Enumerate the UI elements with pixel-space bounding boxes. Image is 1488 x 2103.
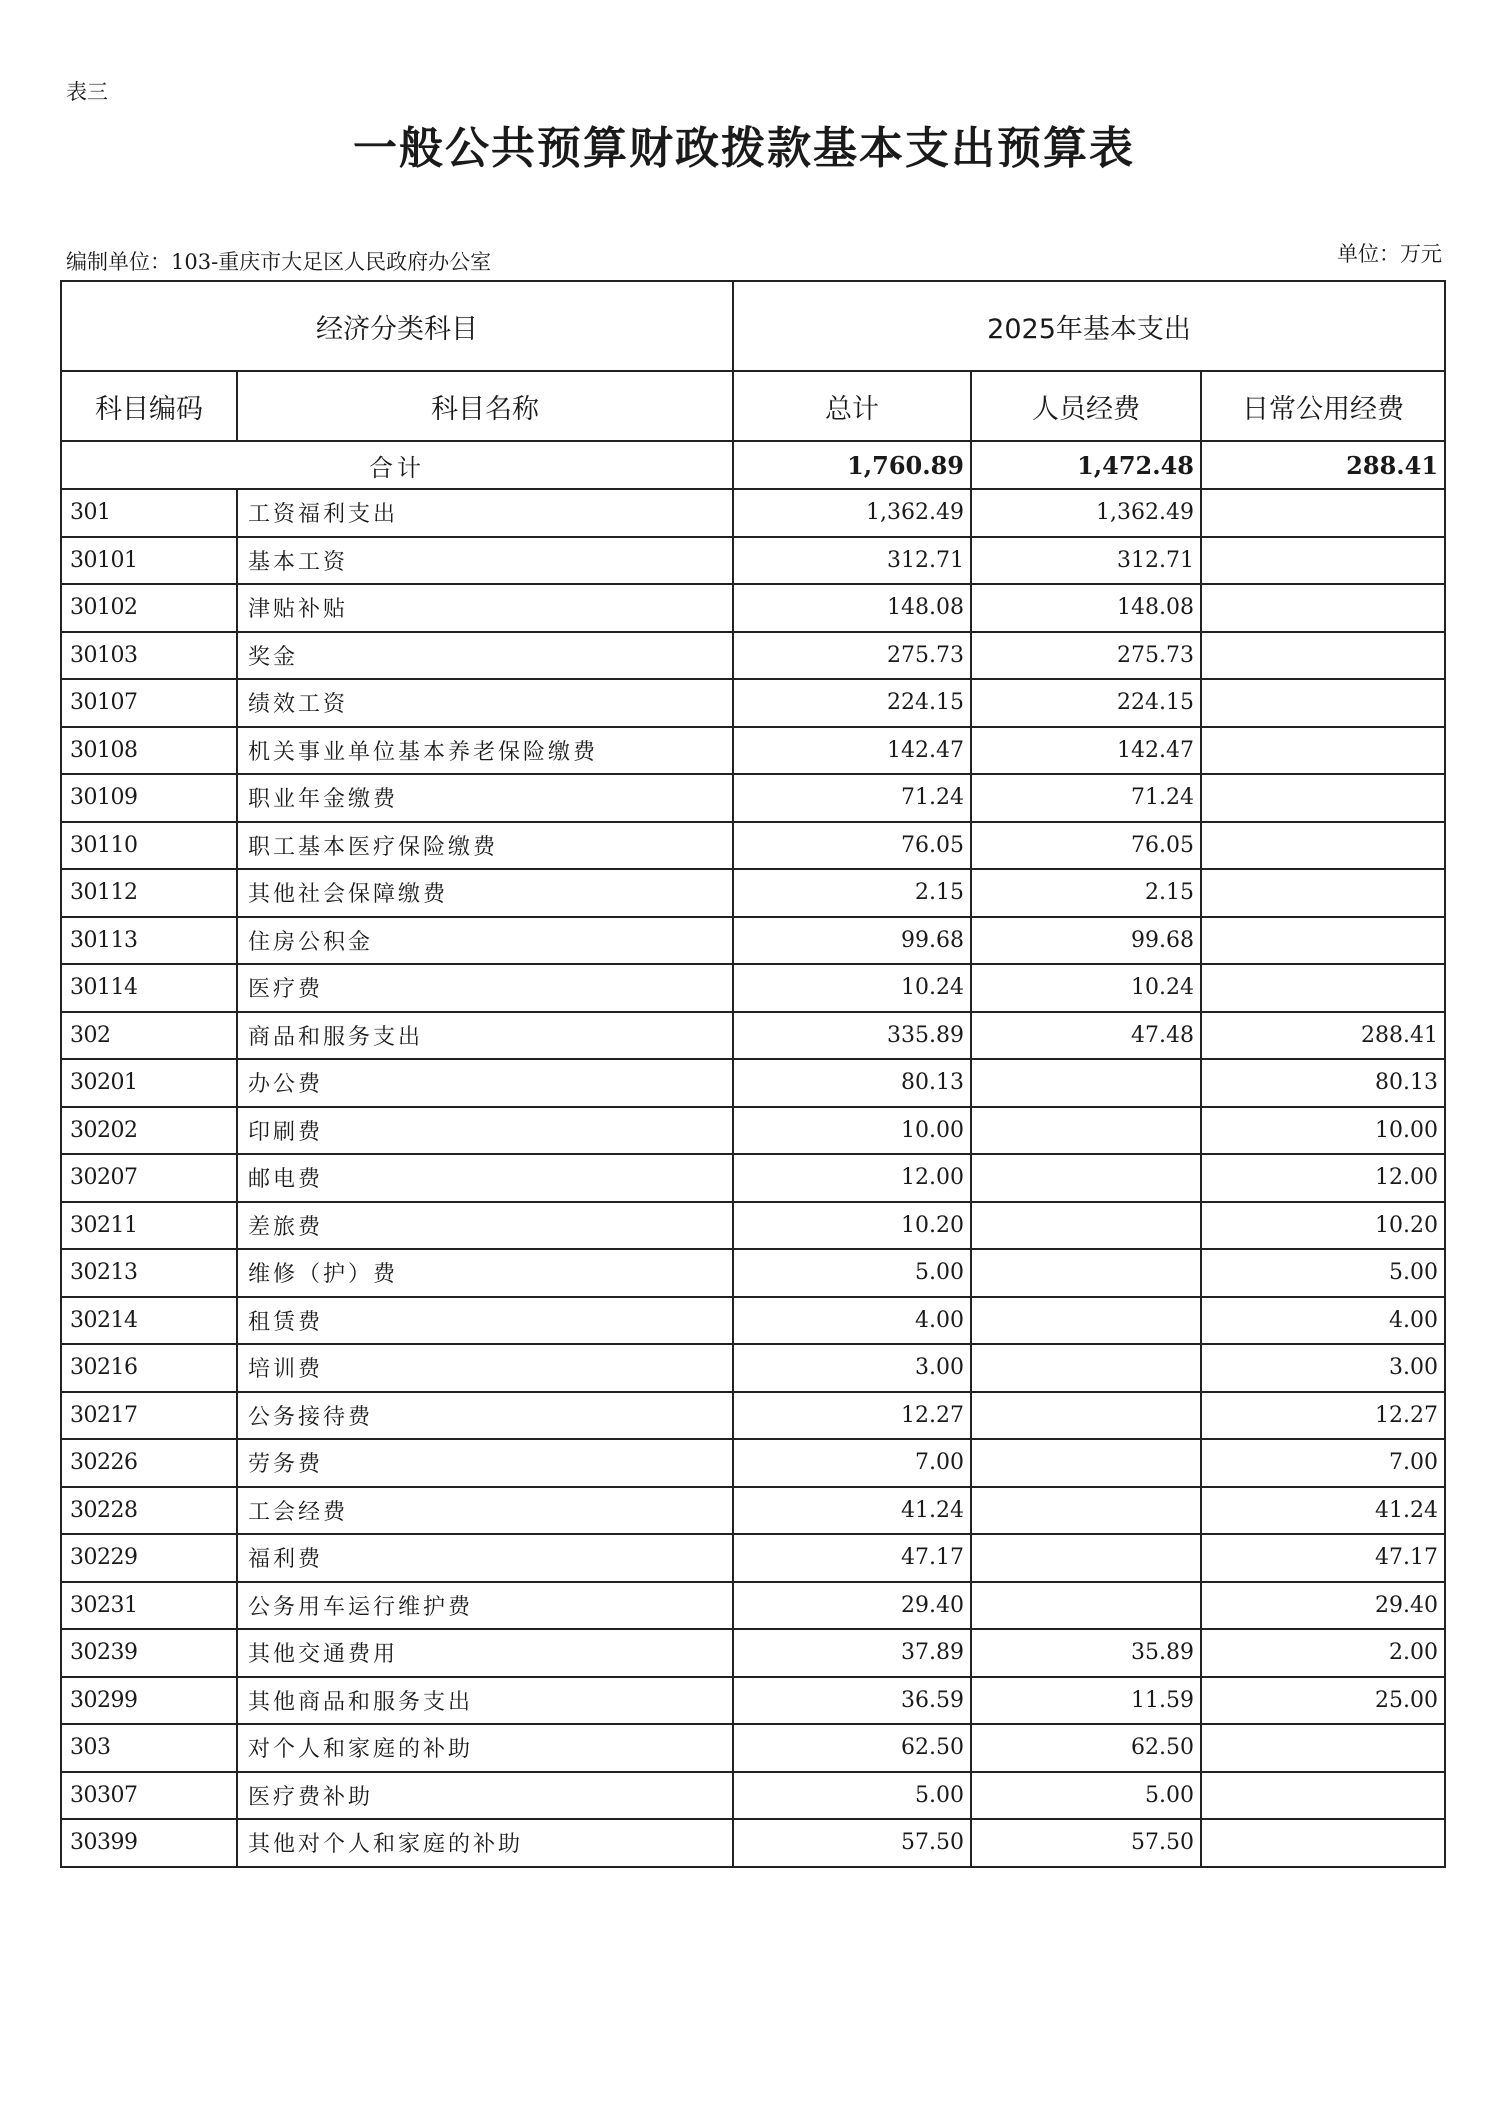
cell-total: 142.47 <box>733 727 971 775</box>
cell-public <box>1201 727 1445 775</box>
cell-personnel <box>971 1107 1201 1155</box>
cell-personnel <box>971 1344 1201 1392</box>
cell-public: 7.00 <box>1201 1439 1445 1487</box>
table-row <box>61 1487 1445 1535</box>
cell-public: 3.00 <box>1201 1344 1445 1392</box>
cell-total: 12.27 <box>733 1392 971 1440</box>
table-row <box>61 1297 1445 1345</box>
table-row <box>61 1392 1445 1440</box>
cell-public: 25.00 <box>1201 1677 1445 1725</box>
cell-public: 10.00 <box>1201 1107 1445 1155</box>
cell-code: 30101 <box>61 537 237 585</box>
cell-total: 80.13 <box>733 1059 971 1107</box>
cell-personnel: 5.00 <box>971 1772 1201 1820</box>
table-row <box>61 869 1445 917</box>
header-economic-category: 经济分类科目 <box>61 281 733 371</box>
cell-total: 10.00 <box>733 1107 971 1155</box>
cell-name: 维修（护）费 <box>237 1249 733 1297</box>
cell-total: 36.59 <box>733 1677 971 1725</box>
cell-name: 工资福利支出 <box>237 489 733 537</box>
cell-name: 商品和服务支出 <box>237 1012 733 1060</box>
page-title: 一般公共预算财政拨款基本支出预算表 <box>353 123 1135 174</box>
cell-total: 4.00 <box>733 1297 971 1345</box>
cell-total: 2.15 <box>733 869 971 917</box>
cell-public: 288.41 <box>1201 1012 1445 1060</box>
header-code: 科目编码 <box>61 371 237 441</box>
cell-name: 职业年金缴费 <box>237 774 733 822</box>
cell-total: 335.89 <box>733 1012 971 1060</box>
cell-code: 30399 <box>61 1819 237 1867</box>
cell-public <box>1201 1819 1445 1867</box>
header-basic-expenditure: 2025年基本支出 <box>733 281 1445 371</box>
cell-public <box>1201 632 1445 680</box>
cell-code: 30231 <box>61 1582 237 1630</box>
cell-total: 275.73 <box>733 632 971 680</box>
cell-code: 30229 <box>61 1534 237 1582</box>
cell-personnel <box>971 1059 1201 1107</box>
cell-name: 基本工资 <box>237 537 733 585</box>
table-row <box>61 632 1445 680</box>
cell-code: 30109 <box>61 774 237 822</box>
cell-personnel: 62.50 <box>971 1724 1201 1772</box>
cell-personnel: 10.24 <box>971 964 1201 1012</box>
cell-code: 30213 <box>61 1249 237 1297</box>
cell-code: 30112 <box>61 869 237 917</box>
budget-table <box>60 280 1446 1868</box>
cell-code: 30102 <box>61 584 237 632</box>
table-row <box>61 1059 1445 1107</box>
cell-name: 劳务费 <box>237 1439 733 1487</box>
table-row <box>61 489 1445 537</box>
cell-name: 机关事业单位基本养老保险缴费 <box>237 727 733 775</box>
cell-total: 5.00 <box>733 1249 971 1297</box>
total-label: 合计 <box>61 441 733 489</box>
total-personnel: 1,472.48 <box>971 441 1201 489</box>
cell-personnel: 11.59 <box>971 1677 1201 1725</box>
cell-code: 30113 <box>61 917 237 965</box>
cell-name: 福利费 <box>237 1534 733 1582</box>
cell-public: 29.40 <box>1201 1582 1445 1630</box>
cell-code: 30299 <box>61 1677 237 1725</box>
cell-public: 12.00 <box>1201 1154 1445 1202</box>
cell-name: 办公费 <box>237 1059 733 1107</box>
table-row <box>61 917 1445 965</box>
total-sum: 1,760.89 <box>733 441 971 489</box>
header-total: 总计 <box>733 371 971 441</box>
table-row <box>61 1677 1445 1725</box>
cell-public: 10.20 <box>1201 1202 1445 1250</box>
cell-name: 住房公积金 <box>237 917 733 965</box>
cell-public <box>1201 917 1445 965</box>
cell-code: 30214 <box>61 1297 237 1345</box>
header-public: 日常公用经费 <box>1201 371 1445 441</box>
cell-public <box>1201 1772 1445 1820</box>
total-public: 288.41 <box>1201 441 1445 489</box>
table-row <box>61 1629 1445 1677</box>
budget-table-container <box>60 280 1444 1868</box>
cell-total: 312.71 <box>733 537 971 585</box>
table-row <box>61 1772 1445 1820</box>
cell-code: 30202 <box>61 1107 237 1155</box>
cell-name: 邮电费 <box>237 1154 733 1202</box>
cell-name: 医疗费 <box>237 964 733 1012</box>
table-row <box>61 584 1445 632</box>
table-row <box>61 537 1445 585</box>
cell-code: 30207 <box>61 1154 237 1202</box>
cell-name: 医疗费补助 <box>237 1772 733 1820</box>
cell-public <box>1201 489 1445 537</box>
cell-public <box>1201 822 1445 870</box>
cell-name: 公务用车运行维护费 <box>237 1582 733 1630</box>
cell-personnel: 57.50 <box>971 1819 1201 1867</box>
cell-total: 99.68 <box>733 917 971 965</box>
table-row <box>61 1202 1445 1250</box>
table-row <box>61 1344 1445 1392</box>
cell-code: 301 <box>61 489 237 537</box>
table-row <box>61 679 1445 727</box>
table-tag: 表三 <box>66 80 108 104</box>
cell-public: 12.27 <box>1201 1392 1445 1440</box>
currency-unit: 单位：万元 <box>1337 242 1442 266</box>
cell-total: 10.24 <box>733 964 971 1012</box>
cell-total: 1,362.49 <box>733 489 971 537</box>
cell-public <box>1201 679 1445 727</box>
table-row <box>61 774 1445 822</box>
cell-code: 30201 <box>61 1059 237 1107</box>
cell-code: 30103 <box>61 632 237 680</box>
cell-personnel: 148.08 <box>971 584 1201 632</box>
cell-personnel: 312.71 <box>971 537 1201 585</box>
cell-code: 30114 <box>61 964 237 1012</box>
cell-code: 30110 <box>61 822 237 870</box>
cell-name: 奖金 <box>237 632 733 680</box>
header-personnel: 人员经费 <box>971 371 1201 441</box>
cell-public: 80.13 <box>1201 1059 1445 1107</box>
table-row <box>61 964 1445 1012</box>
cell-personnel: 142.47 <box>971 727 1201 775</box>
cell-personnel <box>971 1154 1201 1202</box>
cell-personnel: 99.68 <box>971 917 1201 965</box>
cell-public <box>1201 537 1445 585</box>
cell-total: 57.50 <box>733 1819 971 1867</box>
cell-personnel: 1,362.49 <box>971 489 1201 537</box>
cell-name: 职工基本医疗保险缴费 <box>237 822 733 870</box>
cell-personnel <box>971 1534 1201 1582</box>
cell-code: 30239 <box>61 1629 237 1677</box>
cell-public: 5.00 <box>1201 1249 1445 1297</box>
cell-name: 差旅费 <box>237 1202 733 1250</box>
cell-total: 29.40 <box>733 1582 971 1630</box>
cell-personnel: 47.48 <box>971 1012 1201 1060</box>
cell-total: 10.20 <box>733 1202 971 1250</box>
cell-personnel <box>971 1439 1201 1487</box>
total-row <box>61 441 1445 489</box>
cell-personnel <box>971 1249 1201 1297</box>
cell-code: 30107 <box>61 679 237 727</box>
cell-name: 其他对个人和家庭的补助 <box>237 1819 733 1867</box>
table-row <box>61 1107 1445 1155</box>
cell-public <box>1201 1724 1445 1772</box>
cell-name: 其他社会保障缴费 <box>237 869 733 917</box>
table-row <box>61 727 1445 775</box>
cell-total: 71.24 <box>733 774 971 822</box>
cell-public: 4.00 <box>1201 1297 1445 1345</box>
cell-name: 其他商品和服务支出 <box>237 1677 733 1725</box>
table-row <box>61 1439 1445 1487</box>
cell-name: 工会经费 <box>237 1487 733 1535</box>
cell-name: 租赁费 <box>237 1297 733 1345</box>
table-row <box>61 1012 1445 1060</box>
cell-personnel <box>971 1487 1201 1535</box>
cell-code: 303 <box>61 1724 237 1772</box>
cell-personnel: 35.89 <box>971 1629 1201 1677</box>
cell-public: 41.24 <box>1201 1487 1445 1535</box>
cell-total: 12.00 <box>733 1154 971 1202</box>
table-row <box>61 1819 1445 1867</box>
cell-public <box>1201 774 1445 822</box>
cell-public: 47.17 <box>1201 1534 1445 1582</box>
cell-personnel: 71.24 <box>971 774 1201 822</box>
cell-total: 47.17 <box>733 1534 971 1582</box>
cell-personnel: 76.05 <box>971 822 1201 870</box>
cell-total: 76.05 <box>733 822 971 870</box>
table-row <box>61 822 1445 870</box>
table-row <box>61 1249 1445 1297</box>
cell-name: 其他交通费用 <box>237 1629 733 1677</box>
cell-total: 62.50 <box>733 1724 971 1772</box>
cell-code: 30108 <box>61 727 237 775</box>
cell-total: 224.15 <box>733 679 971 727</box>
cell-code: 30307 <box>61 1772 237 1820</box>
cell-name: 绩效工资 <box>237 679 733 727</box>
cell-name: 对个人和家庭的补助 <box>237 1724 733 1772</box>
cell-code: 30211 <box>61 1202 237 1250</box>
cell-personnel: 2.15 <box>971 869 1201 917</box>
table-row <box>61 1154 1445 1202</box>
cell-code: 30228 <box>61 1487 237 1535</box>
cell-public <box>1201 584 1445 632</box>
cell-personnel <box>971 1202 1201 1250</box>
cell-personnel: 224.15 <box>971 679 1201 727</box>
table-row <box>61 1724 1445 1772</box>
table-row <box>61 1534 1445 1582</box>
table-row <box>61 1582 1445 1630</box>
cell-name: 培训费 <box>237 1344 733 1392</box>
cell-personnel <box>971 1582 1201 1630</box>
cell-total: 3.00 <box>733 1344 971 1392</box>
cell-public <box>1201 869 1445 917</box>
cell-total: 148.08 <box>733 584 971 632</box>
cell-total: 41.24 <box>733 1487 971 1535</box>
cell-code: 30226 <box>61 1439 237 1487</box>
cell-code: 30217 <box>61 1392 237 1440</box>
cell-code: 30216 <box>61 1344 237 1392</box>
cell-name: 公务接待费 <box>237 1392 733 1440</box>
header-name: 科目名称 <box>237 371 733 441</box>
compiling-unit: 编制单位：103-重庆市大足区人民政府办公室 <box>66 250 492 274</box>
cell-total: 37.89 <box>733 1629 971 1677</box>
cell-name: 印刷费 <box>237 1107 733 1155</box>
cell-personnel: 275.73 <box>971 632 1201 680</box>
cell-total: 5.00 <box>733 1772 971 1820</box>
cell-public: 2.00 <box>1201 1629 1445 1677</box>
cell-total: 7.00 <box>733 1439 971 1487</box>
cell-name: 津贴补贴 <box>237 584 733 632</box>
cell-public <box>1201 964 1445 1012</box>
cell-personnel <box>971 1297 1201 1345</box>
cell-personnel <box>971 1392 1201 1440</box>
cell-code: 302 <box>61 1012 237 1060</box>
